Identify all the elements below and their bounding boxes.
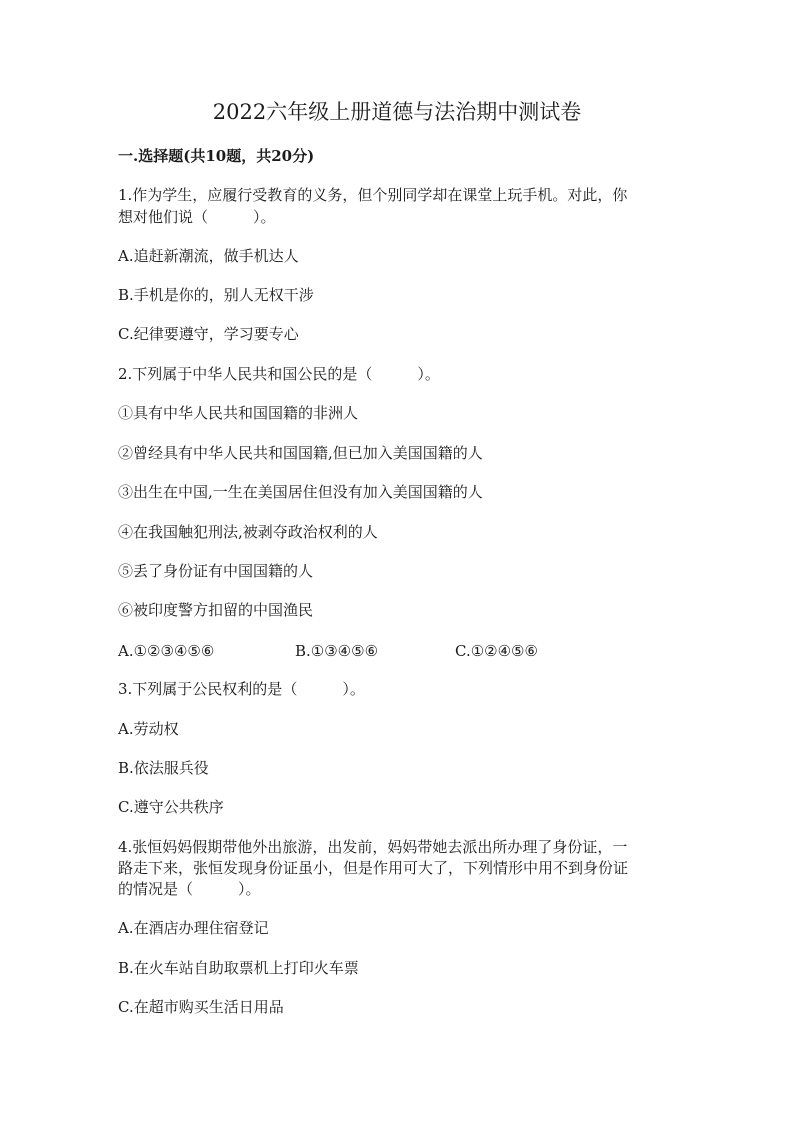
question-2-item-5: ⑤丢了身份证有中国国籍的人 [118, 562, 314, 580]
question-4-option-c: C.在超市购买生活日用品 [118, 998, 284, 1016]
question-2-item-2: ②曾经具有中华人民共和国国籍,但已加入美国国籍的人 [118, 444, 483, 462]
section-heading: 一.选择题(共10题，共20分) [118, 147, 315, 165]
question-1-option-a: A.追赶新潮流，做手机达人 [118, 247, 299, 265]
page-title: 2022六年级上册道德与法治期中测试卷 [212, 100, 582, 124]
question-4-stem-line-1: 4.张恒妈妈假期带他外出旅游，出发前，妈妈带她去派出所办理了身份证，一 [118, 838, 628, 856]
question-4-stem-line-3: 的情况是（ ）。 [118, 880, 261, 898]
question-2-item-1: ①具有中华人民共和国国籍的非洲人 [118, 404, 359, 422]
question-1-stem-line-1: 1.作为学生，应履行受教育的义务，但个别同学却在课堂上玩手机。对此，你 [118, 186, 628, 204]
question-3-option-b: B.依法服兵役 [118, 759, 209, 777]
question-1-option-b: B.手机是你的，别人无权干涉 [118, 286, 314, 304]
question-2-option-b: B.①③④⑤⑥ [295, 642, 379, 660]
question-1-option-c: C.纪律要遵守，学习要专心 [118, 325, 299, 343]
question-3-option-c: C.遵守公共秩序 [118, 798, 224, 816]
question-3-option-a: A.劳动权 [118, 720, 179, 738]
question-1-stem-line-2: 想对他们说（ ）。 [118, 208, 276, 226]
question-3-stem: 3.下列属于公民权利的是（ ）。 [118, 680, 365, 698]
question-4-option-a: A.在酒店办理住宿登记 [118, 919, 269, 937]
question-2-item-6: ⑥被印度警方扣留的中国渔民 [118, 601, 314, 619]
question-2-item-4: ④在我国触犯刑法,被剥夺政治权利的人 [118, 523, 378, 541]
question-2-option-a: A.①②③④⑤⑥ [118, 642, 215, 660]
question-2-item-3: ③出生在中国,一生在美国居住但没有加入美国国籍的人 [118, 483, 483, 501]
question-2-option-c: C.①②④⑤⑥ [455, 642, 538, 660]
question-4-stem-line-2: 路走下来，张恒发现身份证虽小，但是作用可大了，下列情形中用不到身份证 [118, 859, 629, 877]
question-2-options [118, 640, 678, 662]
question-4-option-b: B.在火车站自助取票机上打印火车票 [118, 959, 359, 977]
question-2-stem: 2.下列属于中华人民共和国公民的是（ ）。 [118, 365, 440, 383]
